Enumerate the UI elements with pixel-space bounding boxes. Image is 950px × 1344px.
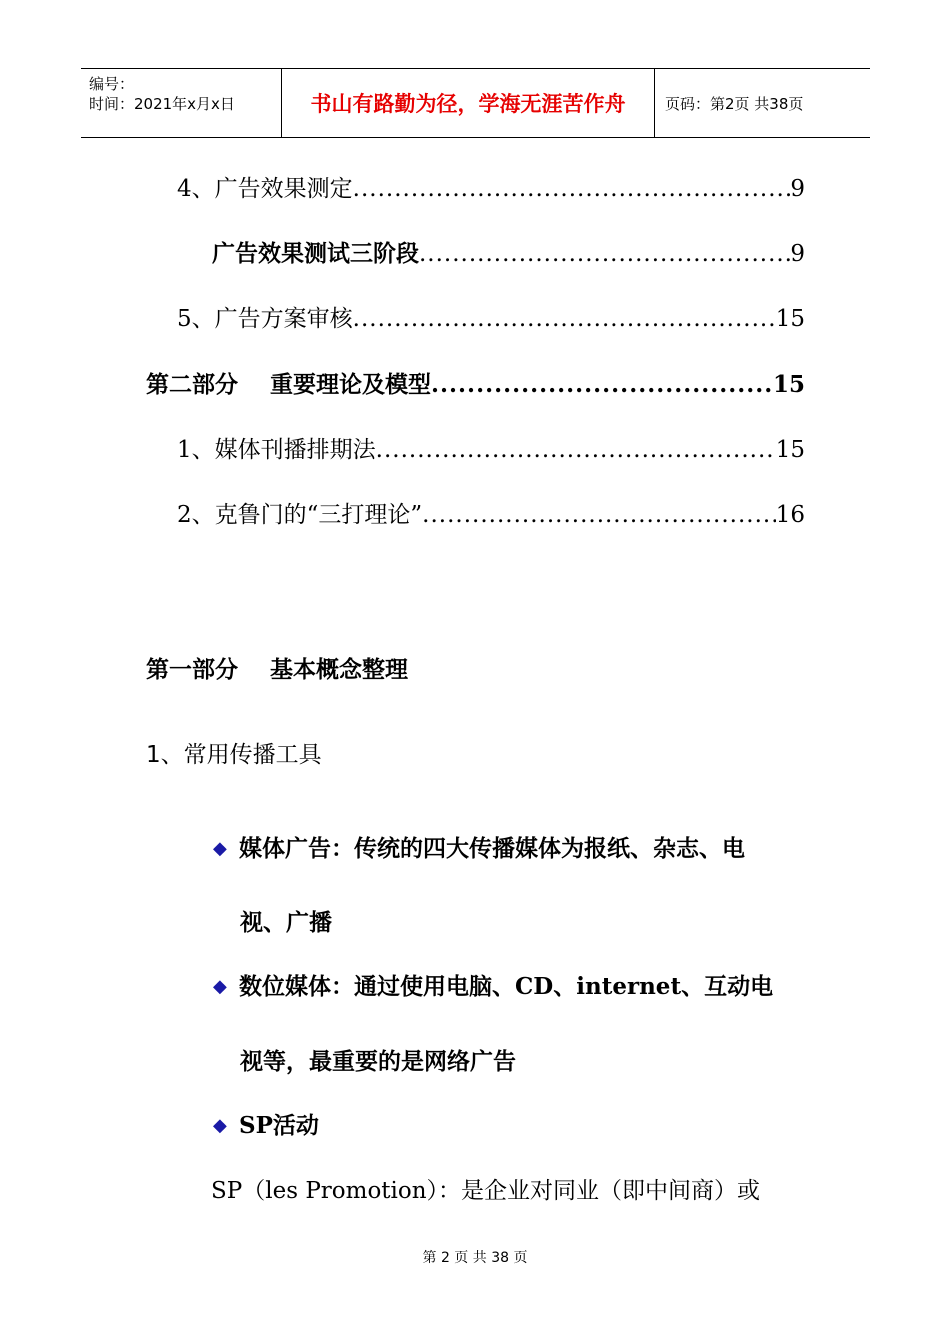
toc-leader-dots (419, 241, 790, 267)
toc-leader-dots (422, 502, 776, 528)
toc-entry-page: 9 (790, 241, 805, 267)
toc-entry-title: 广告效果测试三阶段 (212, 241, 419, 267)
section1-heading: 1、常用传播工具 (146, 742, 322, 768)
header-meta-cell (81, 69, 282, 137)
diamond-bullet-icon: ◆ (213, 1115, 227, 1136)
header-motto: 书山有路勤为径，学海无涯苦作舟 (282, 69, 655, 137)
bullet-text-continued: 视等，最重要的是网络广告 (240, 1048, 516, 1075)
toc-entry-title: 1、媒体刊播排期法 (177, 437, 376, 463)
bullet-text: 数位媒体：通过使用电脑、CD、internet、互动电 (239, 973, 774, 1000)
toc-entry-title: 2、克鲁门的“三打理论” (177, 502, 423, 528)
bullet-text: 媒体广告：传统的四大传播媒体为报纸、杂志、电 (239, 835, 745, 862)
toc-entry-page: 9 (790, 176, 805, 202)
toc-entry (0, 496, 805, 529)
toc-entry (0, 366, 805, 399)
toc-entry (0, 170, 805, 203)
toc-entry-page: 15 (775, 437, 805, 463)
diamond-bullet-icon: ◆ (213, 838, 227, 859)
toc-entry-title: 第二部分 重要理论及模型 (146, 371, 432, 398)
bullet-item (213, 830, 745, 863)
toc-entry-title: 4、广告效果测定 (177, 176, 353, 202)
part1-heading: 第一部分 基本概念整理 (146, 656, 409, 683)
toc-entry-title: 5、广告方案审核 (177, 306, 353, 332)
toc-leader-dots (353, 176, 791, 202)
toc-entry (0, 235, 805, 268)
page-footer: 第 2 页 共 38 页 (422, 1250, 528, 1266)
toc-leader-dots (353, 306, 776, 332)
toc-entry-page: 15 (772, 371, 805, 398)
header-number-label: 编号： (89, 75, 135, 93)
bullet-item (213, 968, 773, 1001)
toc-entry-page: 16 (775, 502, 805, 528)
sp-paragraph: SP（les Promotion）：是企业对同业（即中间商）或 (211, 1178, 761, 1204)
toc-leader-dots (376, 437, 776, 463)
bullet-item (213, 1107, 319, 1140)
page-header (81, 68, 870, 138)
header-page-info: 页码：第2页 共38页 (665, 94, 804, 113)
bullet-text: SP活动 (239, 1112, 319, 1139)
toc-leader-dots (431, 371, 773, 398)
toc-entry-page: 15 (775, 306, 805, 332)
toc-entry (0, 300, 805, 333)
toc-entry (0, 431, 805, 464)
bullet-text-continued: 视、广播 (240, 909, 332, 936)
diamond-bullet-icon: ◆ (213, 976, 227, 997)
header-time-label: 时间：2021年x月x日 (89, 95, 235, 113)
